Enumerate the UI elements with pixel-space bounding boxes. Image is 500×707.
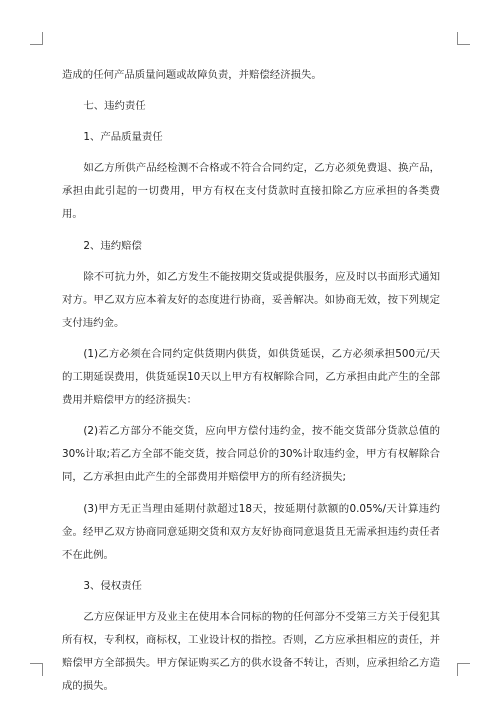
paragraph-infringement: 乙方应保证甲方及业主在使用本合同标的物的任何部分不受第三方关于侵犯其所有权，专利权，商标权，工业设计权的指控。否则，乙方应承担相应的责任，并赔偿甲方全部损失。甲方保证购买乙方的供水设备不转让，否则，应承担给乙方造成的损失。 xyxy=(62,610,440,693)
subsection-heading-quality: 1、产品质量责任 xyxy=(83,131,163,144)
page-corner-mark-bottom-left xyxy=(30,663,43,676)
paragraph-force-majeure: 除不可抗力外，如乙方发生不能按期交货或提供服务，应及时以书面形式通知对方。甲乙双方应本着友好的态度进行协商，妥善解决。如协商无效，按下列规定支付违约金。 xyxy=(62,270,440,329)
subsection-heading-infringement: 3、侵权责任 xyxy=(83,579,142,592)
paragraph-quality-liability: 如乙方所供产品经检测不合格或不符合合同约定，乙方必须免费退、换产品，承担由此引起的一切费用，甲方有权在支付货款时直接扣除乙方应承担的各类费用。 xyxy=(62,162,440,221)
paragraph-continuation: 造成的任何产品质量问题或故障负责，并赔偿经济损失。 xyxy=(62,69,322,81)
page-corner-mark-bottom-right xyxy=(457,663,470,676)
document-body xyxy=(62,64,440,706)
subsection-heading-compensation: 2、违约赔偿 xyxy=(83,239,142,252)
page-corner-mark-top-left xyxy=(30,32,43,45)
paragraph-clause-1: (1)乙方必须在合同约定供货期内供货，如供货延误，乙方必须承担500元/天的工期延误费用，供货延误10天以上甲方有权解除合同，乙方承担由此产生的全部费用并赔偿甲方的经济损失： xyxy=(62,347,440,407)
page-corner-mark-top-right xyxy=(457,32,470,45)
paragraph-clause-3: (3)甲方无正当理由延期付款超过18天，按延期付款额的0.05%/天计算违约金。经甲乙双方协商同意延期交货和双方友好协商同意退货且无需承担违约责任者不在此例。 xyxy=(62,502,440,561)
paragraph-clause-2: (2)若乙方部分不能交货，应向甲方偿付违约金，按不能交货部分货款总值的30%计取;若乙方全部不能交货，按合同总价的30%计取违约金，甲方有权解除合同，乙方承担由此产生的全部费用并赔偿甲方的所有经济损失; xyxy=(62,425,440,484)
section-heading-breach-liability: 七、违约责任 xyxy=(83,100,146,113)
